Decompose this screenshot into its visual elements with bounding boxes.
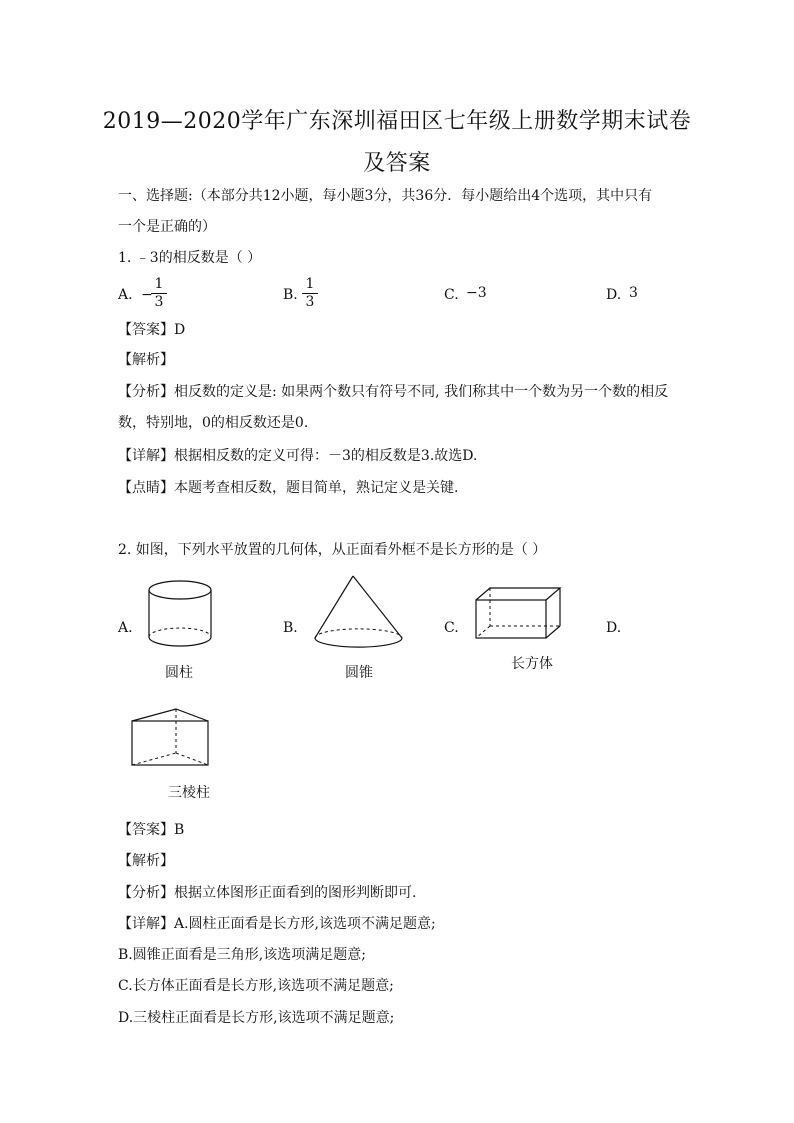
q1-answer: 【答案】D	[118, 322, 186, 338]
section-heading-cont: 一个是正确的）	[118, 219, 216, 235]
q2-option-a-label: A.	[118, 620, 133, 636]
triangular-prism-caption: 三棱柱	[168, 785, 210, 801]
q2-option-d-label: D.	[606, 620, 622, 636]
q1-option-b-label: B.	[283, 287, 298, 303]
q1-detail: 【详解】根据相反数的定义可得：－3的相反数是3.故选D.	[118, 448, 478, 464]
q2-analysis-text: 【分析】根据立体图形正面看到的图形判断即可.	[118, 885, 417, 901]
q1-option-a-label: A.	[118, 287, 133, 303]
q1-option-c-label: C.	[444, 287, 459, 303]
q1-option-b-fraction	[302, 276, 318, 311]
fraction-numerator: 1	[302, 276, 318, 294]
q1-analysis-text-cont: 数，特别地，0的相反数还是0.	[118, 415, 309, 431]
q2-answer: 【答案】B	[118, 822, 185, 838]
cylinder-figure	[145, 578, 221, 650]
triangular-prism-figure	[130, 707, 212, 769]
q2-detail-c: C.长方体正面看是长方形,该选项不满足题意;	[118, 978, 394, 994]
q1-option-a-sign: −	[141, 287, 153, 303]
q1-option-c-value: −3	[466, 285, 487, 301]
cone-figure	[310, 574, 410, 654]
q2-detail-b: B.圆锥正面看是三角形,该选项满足题意;	[118, 947, 366, 963]
cone-caption: 圆锥	[345, 665, 373, 681]
page-title-cont: 及答案	[363, 151, 431, 176]
q1-option-d-label: D.	[606, 287, 622, 303]
q1-option-d-value: 3	[629, 285, 638, 301]
section-heading: 一、选择题:（本部分共12小题，每小题3分，共36分．每小题给出4个选项，其中只有	[118, 188, 653, 204]
fraction-denominator: 3	[154, 294, 164, 310]
page-title: 2019—2020学年广东深圳福田区七年级上册数学期末试卷	[102, 109, 692, 134]
q2-stem: 2. 如图，下列水平放置的几何体，从正面看外框不是长方形的是（ ）	[118, 542, 547, 558]
fraction-denominator: 3	[305, 294, 315, 310]
cuboid-caption: 长方体	[511, 656, 553, 672]
q2-option-b-label: B.	[283, 620, 298, 636]
q1-analysis-heading: 【解析】	[118, 352, 174, 368]
q2-option-c-label: C.	[444, 620, 459, 636]
q1-analysis-text: 【分析】相反数的定义是: 如果两个数只有符号不同, 我们称其中一个数为另一个数的相反	[118, 384, 669, 400]
cuboid-figure	[474, 586, 566, 642]
q2-detail-d: D.三棱柱正面看是长方形,该选项不满足题意;	[118, 1010, 395, 1026]
fraction-numerator: 1	[151, 276, 167, 294]
q1-stem: 1. ﹣3的相反数是（ ）	[118, 250, 262, 266]
cylinder-caption: 圆柱	[165, 665, 193, 681]
q2-detail-a: 【详解】A.圆柱正面看是长方形,该选项不满足题意;	[118, 916, 436, 932]
q1-comment: 【点睛】本题考查相反数，题目简单，熟记定义是关键.	[118, 480, 459, 496]
q1-option-a-fraction	[151, 276, 167, 311]
q2-analysis-heading: 【解析】	[118, 853, 174, 869]
